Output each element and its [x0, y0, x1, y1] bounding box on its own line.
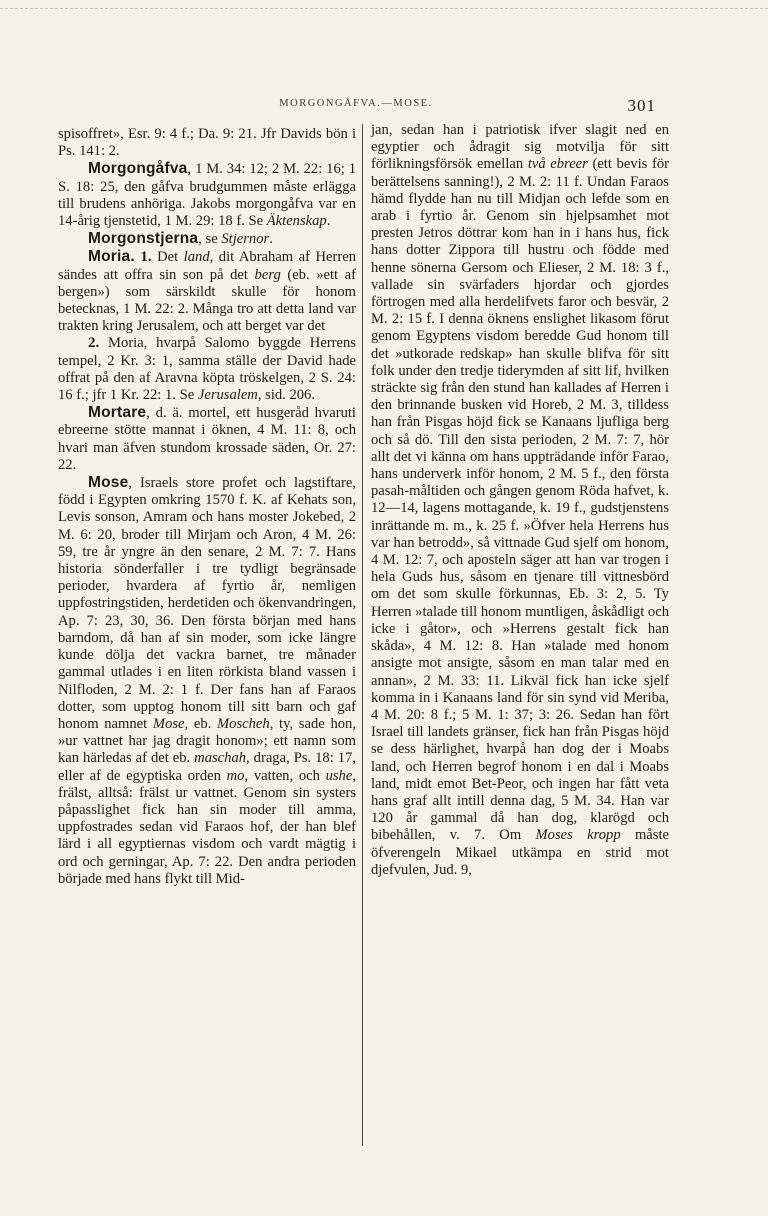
left-column: [58, 126, 356, 888]
running-head: MORGONGÅFVA.—MOSE.: [279, 98, 433, 109]
headword: Morgongåfva: [88, 160, 188, 178]
headword: Moria.: [88, 248, 135, 266]
entry-morgonoffer-cont: spisoffret», Esr. 9: 4 f.; Da. 9: 21. Jfr Davids bön i Ps. 141: 2.: [58, 126, 356, 160]
entry-moria: Moria. 1. Det land, dit Abraham af Herren sändes att offra sin son på det berg (eb. »ett af bergen») som särskildt skulle för honom betecknas, 1 M. 22: 2. Många tro att detta land var trakten kring Jerusalem, och att berget var det: [58, 248, 357, 335]
entry-moria-sense-2: 2. Moria, hvarpå Salomo byggde Herrens tempel, 2 Kr. 3: 1, samma ställe der David hade offrat på den af Aravna köpta tröskelgen, 2 S. 24: 16 f.; jfr 1 Kr. 22: 1. Se Jerusalem, sid. 206.: [58, 335, 356, 404]
page-header: [56, 98, 656, 122]
top-scan-edge: [0, 8, 768, 9]
entry-mose: Mose, Israels store profet och lagstiftare, född i Egypten omkring 1570 f. K. af Kehats son, Levis sonson, Amram och hans moster Jokebed, 2 M. 6: 20, broder till Mirjam och Aron, 4 M. 26: 59, tre år yngre än den senare, 2 M. 7: 7. Hans historia sönderfaller i tre tydligt begränsade perioder, hvardera af fyrtio år, nemligen uppfostringstiden, herdetiden och ökenvandringen, Ap. 7: 23, 30, 36. Den första början med hans barndom, då han af sin moder, som icke längre kunde dölja det vackra barnet, tre månader gammal utlades i en liten rörkista bland vassen i Nilfloden, 2 M. 2: 1 f. Der fans han af Faraos dotter, som upptog honom till sitt barn och gaf honom namnet Mose, eb. Moscheh, ty, sade hon, »ur vattnet har jag dragit honom»; ett namn som kan härledas af det eb. maschah, draga, Ps. 18: 17, eller af de egyptiska orden mo, vatten, och ushe, frälst, alltså: frälst ur vattnet. Genom sin systers påpasslighet fick han sin moder till amma, uppfostrades sedan vid Faraos hof, der han blef lärd i all egyptiernas visdom och vardt mägtig i ord och gerningar, Ap. 7: 22. Den andra perioden började med hans flykt till Mid-: [58, 474, 356, 887]
entry-morgongafva: Morgongåfva, 1 M. 34: 12; 2 M. 22: 16; 1 S. 18: 25, den gåfva brudgummen måste erlägga till brudens anhöriga. Jakobs morgongåfva var en 14-årig tjenstetid, 1 M. 29: 18 f. Se Äktenskap.: [58, 160, 356, 230]
right-column: [371, 122, 669, 879]
sense-number: 1.: [140, 249, 152, 266]
sense-number: 2.: [88, 335, 100, 352]
headword: Mose: [88, 474, 129, 492]
headword: Morgonstjerna: [88, 230, 199, 248]
cross-reference: Jerusalem: [197, 387, 258, 404]
page-number: 301: [627, 96, 656, 115]
headword: Mortare: [88, 404, 147, 422]
entry-mortare: Mortare, d. ä. mortel, ett husgeråd hvaruti ebreerne stötte mannat i öknen, 4 M. 11: 8, och hvari man äfven stundom krossade säden, Or. 27: 22.: [58, 404, 356, 473]
cross-reference: Äktenskap: [266, 213, 327, 230]
entry-morgonstjerna: Morgonstjerna, se Stjernor.: [88, 230, 273, 248]
cross-reference: Stjernor: [221, 231, 270, 248]
entry-mose-cont: jan, sedan han i patriotisk ifver slagit ned en egyptier och ådragit sig motvilja för sitt förlikningsförsök emellan två ebreer (ett bevis för berättelsens sanning!), 2 M. 2: 11 f. Undan Faraos hämd flydde han nu till Midjan och lefde som en arab i fyrtio år. Genom sin hjelpsamhet mot presten Jetros döttrar kom han in i hans hus, fick hans dotter Zippora till hustru och födde med henne sönerna Gersom och Elieser, 2 M. 18: 3 f., vallade sin svärfaders hjordar och gjordes förtrogen med alla herdelifvets faror och besvär, 2 M. 2: 15 f. I denna öknens enslighet likasom förut genom Egyptens visdom beredde Gud honom till det »utkorade redskap» han skulle blifva för sitt folk under den tredje tiderymden af sitt lif, hvilken sträckte sig från den stund han kallades af Herren i den brinnande busken vid Horeb, 2 M. 3, tilldess han från Pisgas höjd fick se Kanaans ljufliga berg och så dö. Till den sista perioden, 2 M. 7: 7, hör allt det vi känna om hans uppträdande inför Farao, hans underverk inför honom, 2 M. 5 f., den första pasah-måltiden och gången genom Röda hafvet, k. 12—14, lagens mottagande, k. 19 f., gudstjenstens inrättande m. m., k. 25 f. »Öfver hela Herrens hus var han betrodd», så vittnade Gud sjelf om honom, 4 M. 12: 7, och aposteln säger att han var trogen i hela Guds hus, såsom en tjenare till vittnesbörd om det som skulle förkunnas, Eb. 3: 2, 5. Ty Herren »talade till honom muntligen, åskådligt och icke i gåtor», och »Herrens gestalt fick han skåda», 4 M. 12: 8. Han »talade med honom ansigte mot ansigte, såsom en man talar med en annan», 2 M. 33: 11. Likväl fick han icke sjelf komma in i Kanaans land för sin synd vid Meriba, 4 M. 20: 8 f.; 5 M. 1: 37; 3: 26. Sedan han fört Israel till landets gränser, fick han från Pisgas höjd se dess härlighet, hvarpå han dog der i Moabs land, och Herren begrof honom i en dal i Moabs land, midt emot Bet-Peor, och ingen har fått veta hans graf allt intill denna dag, 5 M. 34. Han var 120 år gammal då han dog, klarögd och bibehållen, v. 7. Om Moses kropp måste öfverengeln Mikael utkämpa en strid mot djefvulen, Jud. 9,: [371, 122, 670, 878]
column-divider: [362, 124, 363, 1146]
